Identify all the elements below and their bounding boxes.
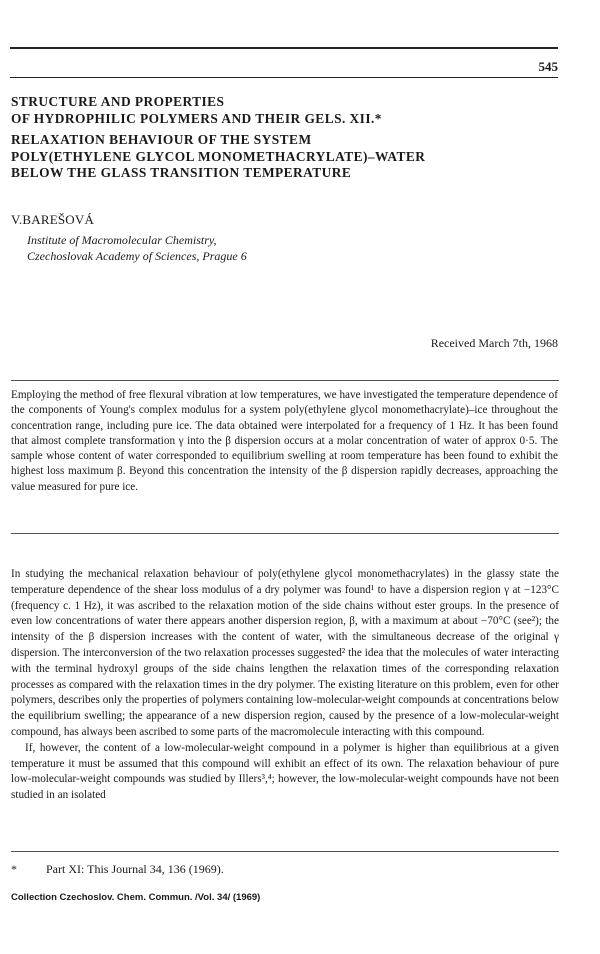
received-date: Received March 7th, 1968 (430, 336, 558, 350)
page-number: 545 (538, 59, 558, 74)
paragraph: In studying the mechanical relaxation behaviour of poly(ethylene glycol monomethacrylates) in the glassy state the temperature dependence of the shear loss modulus of a dry polymer was found¹ to have a dispersion region γ at −123°C (frequency c. 1 Hz), it was ascribed to the relaxation motion of the side chains without ester groups. In the presence of even low concentrations of water there appears another dispersion region, β, with a maximum at about −70°C (see²); the intensity of the β dispersion increases with the content of water, with the simultaneous decrease of the original γ dispersion. The interconversion of the two relaxation processes suggested² the idea that the molecules of water interacting with the terminal hydroxyl groups of the side chains lengthen the relaxation times of the corresponding relaxation processes as compared with the relaxation times in the dry polymer. The existing literature on this problem, even for other polymers, describes only the properties of polymers containing low-molecular-weight compounds at concentrations below the equilibrium swelling; the appearance of a new dispersion region, caused by the presence of a low-molecular-weight compound, has always been ascribed to some parts of the macromolecule interacting with this compound. (11, 568, 559, 738)
journal-footer: Collection Czechoslov. Chem. Commun. /Vol. 34/ (1969) (11, 892, 261, 903)
affiliation-line: Czechoslovak Academy of Sciences, Prague 6 (27, 249, 247, 263)
paper-title (11, 132, 571, 182)
abstract: Employing the method of free flexural vibration at low temperatures, we have investigated the temperature dependence of the components of Young's complex modulus for a system poly(ethylene glycol monomethacrylate)–ice throughout the concentration range, including pure ice. The data obtained were interpolated for a frequency of 1 Hz. It has been found that almost complete transformation γ into the β dispersion occurs at a molar concentration of water of approx 0·5. The sample whose content of water corresponded to equilibrium swelling at room temperature has been found to exhibit the highest loss maximum β. Beyond this concentration the intensity of the β dispersion rapidly decreases, approaching the value measured for pure ice. (11, 389, 558, 493)
affiliation-line: Institute of Macromolecular Chemistry, (27, 233, 217, 247)
top-rule (10, 47, 558, 49)
article-title (11, 94, 571, 182)
series-title (11, 94, 571, 127)
footnote-marker: * (11, 862, 17, 876)
abstract-top-rule (11, 380, 559, 381)
affiliation (27, 232, 527, 264)
body-text (11, 567, 559, 804)
abstract-bottom-rule (11, 533, 559, 534)
paragraph: If, however, the content of a low-molecular-weight compound in a polymer is higher than equilibrious at a given temperature it must be assumed that this compound will exhibit an effect of its own. The relaxation behaviour of pure low-molecular-weight compounds was studied by Illers³,⁴; however, the low-molecular-weight compounds have not been studied in an isolated (11, 741, 559, 802)
header-rule (10, 77, 558, 78)
author: V.BAREŠOVÁ (11, 212, 95, 227)
title-line: POLY(ETHYLENE GLYCOL MONOMETHACRYLATE)–WATER (11, 148, 426, 164)
title-line: OF HYDROPHILIC POLYMERS AND THEIR GELS. XII.* (11, 110, 382, 126)
footnote (11, 862, 559, 877)
title-line: RELAXATION BEHAVIOUR OF THE SYSTEM (11, 132, 312, 147)
footnote-text: Part XI: This Journal 34, 136 (1969). (46, 862, 224, 876)
title-line: BELOW THE GLASS TRANSITION TEMPERATURE (11, 165, 352, 180)
footnote-rule (11, 851, 559, 852)
title-line: STRUCTURE AND PROPERTIES (11, 94, 225, 109)
